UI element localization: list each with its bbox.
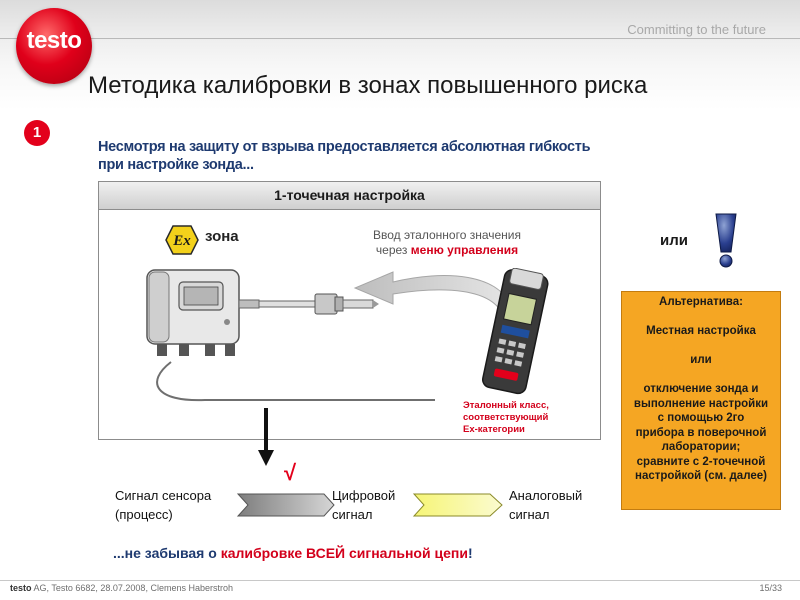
digital-to-analog-chevron (414, 494, 502, 516)
sensor-signal-line-2: (процесс) (115, 507, 173, 522)
alternative-line: Альтернатива: (659, 296, 743, 308)
reminder-highlight: калибровке ВСЕЙ сигнальной цепи (220, 545, 468, 561)
ex-hazard-icon (165, 225, 199, 255)
reference-class-line-1: Эталонный класс, (463, 400, 549, 411)
logo-text: testo (26, 27, 82, 54)
footer-divider (0, 580, 800, 581)
tagline: Committing to the future (627, 22, 766, 37)
zone-label: зона (205, 228, 239, 245)
calibration-reminder (113, 545, 473, 561)
page-number: 15/33 (759, 583, 782, 593)
alternative-line (622, 310, 780, 325)
sensor-to-digital-chevron (238, 494, 334, 516)
one-point-adjustment-panel (98, 181, 601, 440)
alternative-line (622, 339, 780, 354)
analog-signal-line-1: Аналоговый (509, 488, 583, 503)
alternative-box (621, 291, 781, 510)
reminder-prefix: ...не забывая о (113, 545, 221, 561)
analog-signal-label (509, 486, 582, 524)
control-menu-text: меню управления (410, 243, 519, 257)
digital-signal-label (332, 486, 395, 524)
footer-details: AG, Testo 6682, 28.07.2008, Clemens Haberstroh (31, 583, 233, 593)
alternative-line: отключение зонда и (643, 383, 759, 395)
alternative-line: лаборатории; (661, 441, 741, 453)
digital-signal-line-1: Цифровой (332, 488, 396, 503)
intro-text (98, 138, 590, 174)
alternative-line: прибора в поверочной (635, 426, 767, 439)
sensor-signal-line-1: Сигнал сенсора (115, 488, 212, 503)
digital-signal-line-2: сигнал (332, 507, 373, 522)
panel-title: 1-точечная настройка (99, 182, 600, 210)
footer-info (10, 583, 233, 593)
alternative-line: Местная настройка (646, 325, 756, 337)
page-title: Методика калибровки в зонах повышенного риска (88, 72, 648, 99)
alternative-line (622, 368, 780, 383)
intro-line-2: при настройке зонда... (98, 157, 254, 173)
or-label: или (660, 232, 688, 249)
down-arrow-icon (256, 408, 276, 468)
reference-class-line-3: Ex-категории (463, 424, 525, 435)
alternative-line: сравните с 2-точечной (636, 455, 766, 468)
handheld-instrument (477, 268, 557, 398)
check-mark-icon: √ (284, 460, 297, 485)
reference-class-line-2: соответствующий (463, 412, 549, 423)
alternative-line: настройкой (см. далее) (635, 470, 767, 482)
header-divider (0, 38, 800, 39)
alternative-line: выполнение настройки (633, 397, 769, 410)
reference-line-2-prefix: через (375, 243, 411, 257)
alternative-line: с помощью 2го (657, 412, 745, 424)
alternative-line: или (690, 354, 712, 366)
exclamation-icon (704, 212, 748, 268)
reference-line-1: Ввод эталонного значения (372, 228, 522, 242)
ex-symbol: Ex (173, 233, 191, 249)
sensor-signal-label (115, 486, 211, 524)
step-number-badge: 1 (24, 120, 50, 146)
reminder-suffix: ! (467, 545, 473, 561)
reference-class-note (463, 400, 549, 436)
intro-line-1: Несмотря на защиту от взрыва предоставляется абсолютная гибкость (98, 139, 591, 155)
footer-brand: testo (10, 583, 32, 593)
analog-signal-line-2: сигнал (509, 507, 550, 522)
